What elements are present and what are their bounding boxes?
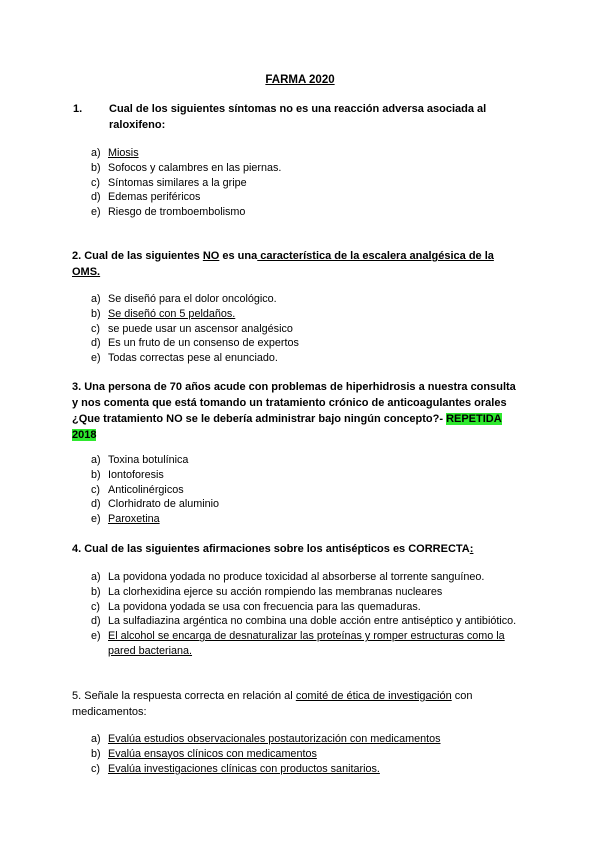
question-4: 4. Cual de las siguientes afirmaciones sobre los antisépticos es CORRECTA:: [72, 543, 474, 555]
question-1: [73, 101, 529, 133]
option-q1-c: c) Síntomas similares a la gripe: [91, 176, 247, 189]
option-q5-b: b) Evalúa ensayos clínicos con medicamentos: [91, 747, 317, 760]
option-q4-b: b) La clorhexidina ejerce su acción rompiendo las membranas nucleares: [91, 585, 443, 598]
question-3: 3. Una persona de 70 años acude con problemas de hiperhidrosis a nuestra consulta y nos comenta que está tomando un tratamiento crónico de anticoagulantes orales ¿Que tratamiento NO se le debería administrar bajo ningún concepto?- REPETIDA 2018: [72, 381, 516, 441]
option-q4-e: e) El alcohol se encarga de desnaturalizar las proteínas y romper estructuras como la pared bacteriana.: [91, 630, 505, 657]
question-2: 2. Cual de las siguientes NO es una característica de la escalera analgésica de la OMS.: [72, 250, 494, 278]
option-q4-c: c) La povidona yodada se usa con frecuencia para las quemaduras.: [91, 600, 421, 613]
page-title: FARMA 2020: [265, 74, 335, 86]
question-5: 5. Señale la respuesta correcta en relación al comité de ética de investigación con medicamentos:: [72, 690, 473, 718]
question-2-no: NO: [202, 250, 220, 262]
option-q2-c: c) se puede usar un ascensor analgésico: [91, 322, 293, 335]
option-q3-c: c) Anticolinérgicos: [91, 483, 184, 496]
option-q1-d: d) Edemas periféricos: [91, 191, 201, 204]
option-q4-d: d) La sulfadiazina argéntica no combina una doble acción entre antiséptico y antibiótico.: [91, 615, 517, 628]
option-q2-b: b) Se diseñó con 5 peldaños.: [91, 307, 236, 320]
option-q1-e: e) Riesgo de tromboembolismo: [91, 206, 246, 219]
option-q3-e: e) Paroxetina: [91, 513, 160, 526]
question-5-underlined: comité de ética de investigación: [295, 690, 452, 702]
question-1-options: [91, 146, 531, 220]
option-q3-d: d) Clorhidrato de aluminio: [91, 498, 220, 511]
option-q5-a: a) Evalúa estudios observacionales postautorización con medicamentos: [91, 733, 441, 745]
question-5-options: [91, 732, 531, 776]
option-q2-a: a) Se diseñó para el dolor oncológico.: [91, 293, 277, 305]
option-q2-d: d) Es un fruto de un consenso de expertos: [91, 337, 299, 350]
option-q4-a: a) La povidona yodada no produce toxicidad al absorberse al torrente sanguíneo.: [91, 571, 485, 583]
question-2-options: [91, 292, 531, 366]
option-q3-a: a) Toxina botulínica: [91, 454, 189, 466]
question-1-text: Cual de los siguientes síntomas no es una reacción adversa asociada al raloxifeno:: [109, 103, 487, 131]
question-4-options: [91, 570, 521, 659]
option-q3-b: b) Iontoforesis: [91, 468, 164, 481]
repetida-badge: REPETIDA 2018: [72, 413, 502, 441]
option-q5-c: c) Evalúa investigaciones clínicas con productos sanitarios.: [91, 762, 380, 775]
question-3-options: [91, 453, 531, 527]
option-q2-e: e) Todas correctas pese al enunciado.: [91, 352, 278, 365]
question-2-underlined: característica de la escalera analgésica de la OMS.: [72, 250, 494, 278]
option-q1-a: a) Miosis: [91, 147, 139, 159]
option-q1-b: b) Sofocos y calambres en las piernas.: [91, 161, 282, 174]
question-1-number: 1.: [73, 103, 83, 115]
